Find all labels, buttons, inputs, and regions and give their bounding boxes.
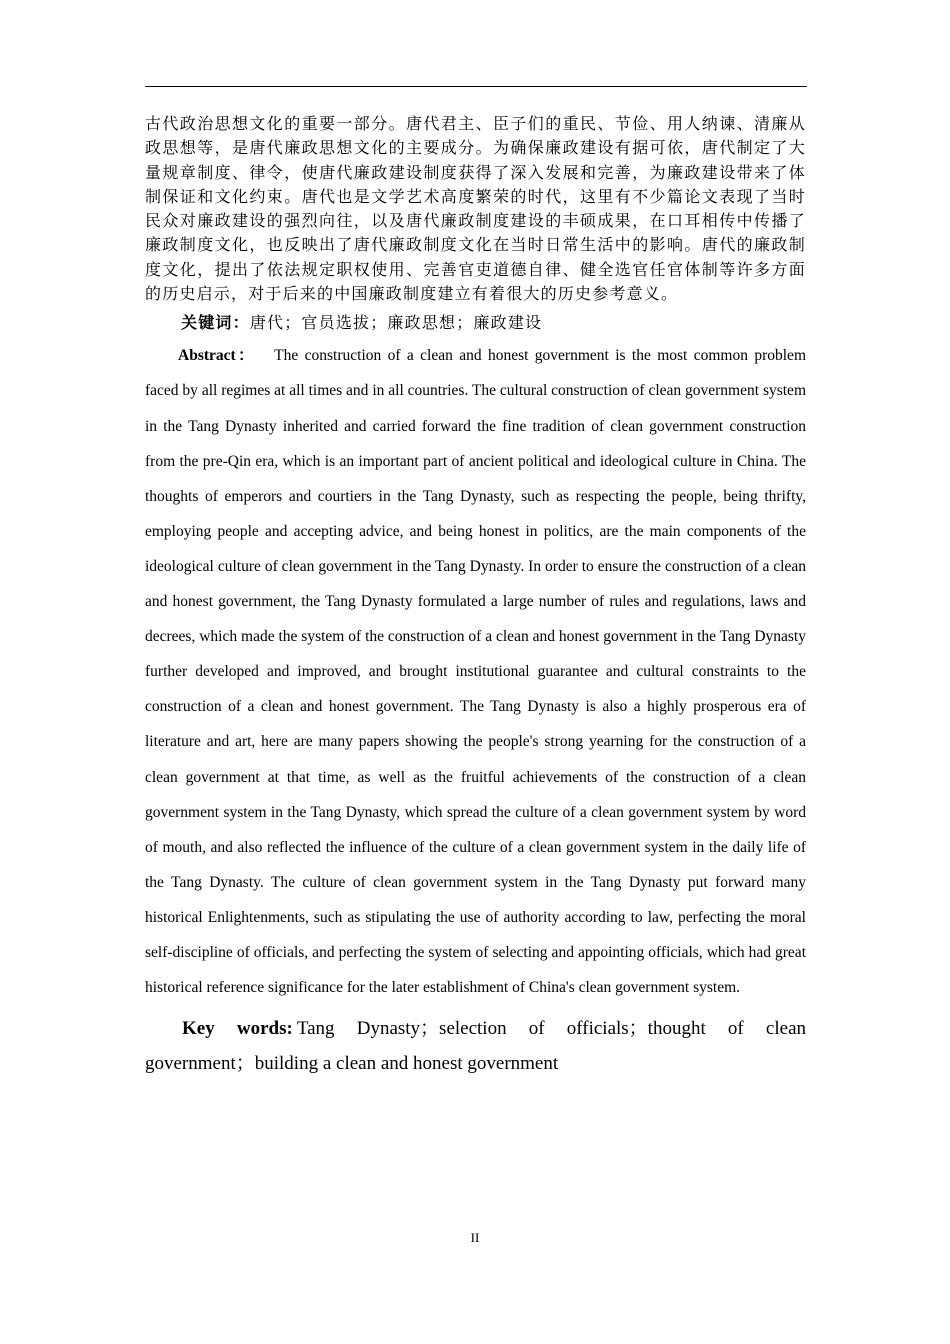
english-keywords [145,1011,806,1081]
page-number: II [470,1230,480,1245]
page-content [145,112,806,1081]
english-keywords-label: Key words: [182,1018,293,1040]
english-keywords-value: Tang Dynasty；selection of officials；thought of clean government；building a clean and honest government [145,1018,806,1075]
chinese-keywords-value: 唐代；官员选拔；廉政思想；廉政建设 [249,313,543,333]
english-abstract-text: The construction of a clean and honest government is the most common problem faced by all regimes at all times and in all countries. The cultural construction of clean government system in the Tang Dynasty inherited and carried forward the fine tradition of clean government construction from the pre-Qin era, which is an important part of ancient political and ideological culture in China. The thoughts of emperors and courtiers in the Tang Dynasty, such as respecting the people, being thrifty, employing people and accepting advice, and being honest in politics, are the main components of the ideological culture of clean government in the Tang Dynasty. In order to ensure the construction of a clean and honest government, the Tang Dynasty formulated a large number of rules and regulations, laws and decrees, which made the system of the construction of a clean and honest government in the Tang Dynasty further developed and improved, and brought institutional guarantee and cultural constraints to the construction of a clean and honest government. The Tang Dynasty is also a highly prosperous era of literature and art, here are many papers showing the people's strong yearning for the construction of a clean government at that time, as well as the fruitful achievements of the construction of a clean government system in the Tang Dynasty, which spread the culture of a clean government system by word of mouth, and also reflected the influence of the culture of a clean government system in the daily life of the Tang Dynasty. The culture of clean government system in the Tang Dynasty put forward many historical Enlightenments, such as stipulating the use of authority according to law, perfecting the moral self-discipline of officials, and perfecting the system of selecting and appointing officials, which had great historical reference significance for the later establishment of China's clean government system. [145,347,806,997]
chinese-keywords [145,312,806,334]
chinese-keywords-label: 关键词： [181,313,250,333]
header-rule [145,86,807,87]
english-abstract-label: Abstract： [178,347,257,365]
english-abstract [145,338,806,1005]
chinese-abstract-paragraph: 古代政治思想文化的重要一部分。唐代君主、臣子们的重民、节俭、用人纳谏、清廉从政思想等，是唐代廉政思想文化的主要成分。为确保廉政建设有据可依，唐代制定了大量规章制度、律令，使唐代廉政建设制度获得了深入发展和完善，为廉政建设带来了体制保证和文化约束。唐代也是文学艺术高度繁荣的时代，这里有不少篇论文表现了当时民众对廉政建设的强烈向往，以及唐代廉政制度建设的丰硕成果，在口耳相传中传播了廉政制度文化，也反映出了唐代廉政制度文化在当时日常生活中的影响。唐代的廉政制度文化，提出了依法规定职权使用、完善官吏道德自律、健全选官任官体制等许多方面的历史启示，对于后来的中国廉政制度建立有着很大的历史参考意义。 [145,114,806,304]
